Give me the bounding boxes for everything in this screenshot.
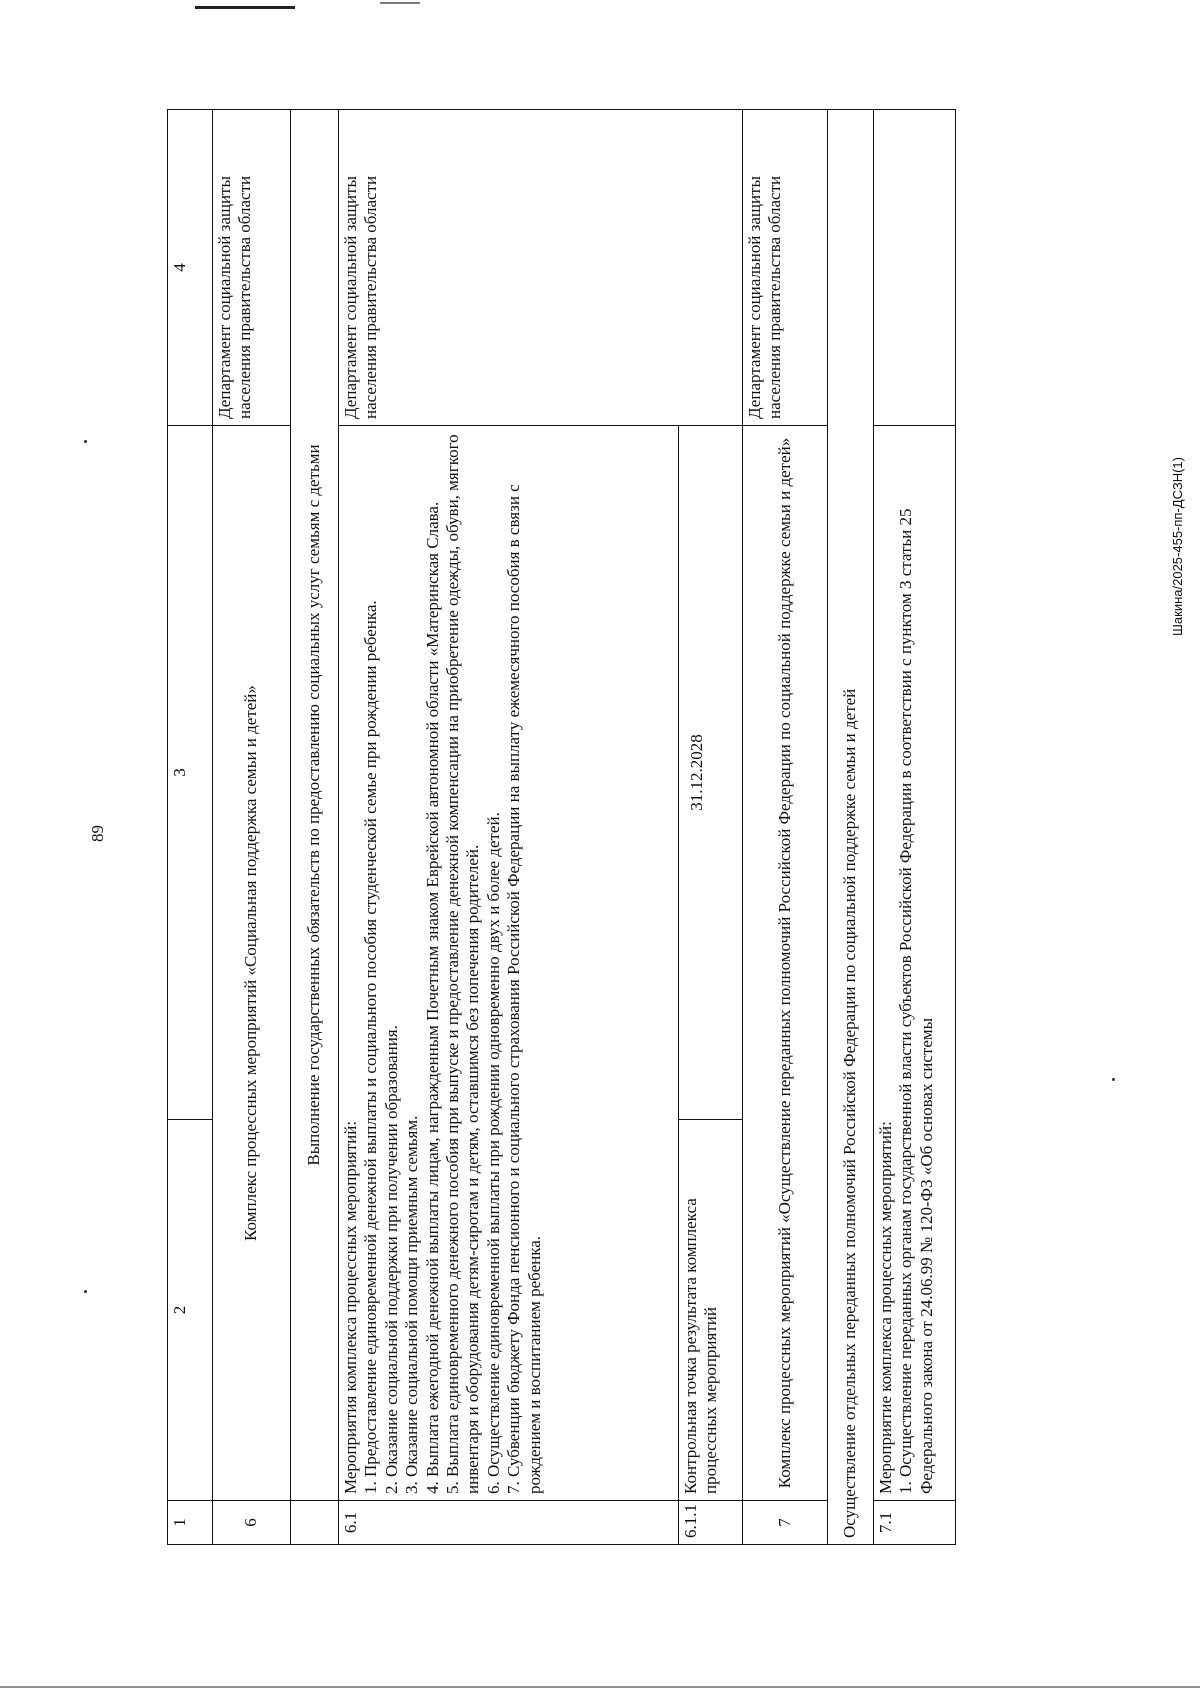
row-number: 6.1 — [339, 1501, 679, 1545]
header-cell: 4 — [168, 110, 213, 426]
header-cell: 3 — [168, 426, 213, 1120]
document-id: Шакина/2025-455-пп-ДСЗН(1) — [1170, 457, 1185, 636]
table-row — [339, 110, 679, 1545]
page-number: 89 — [88, 825, 107, 842]
list-item: 1. Предоставление единовременной денежной выплаты и социального пособия студенческой семье при рождении ребенка. — [361, 600, 381, 1494]
row-date: 31.12.2028 — [679, 426, 743, 1120]
empty-cell — [874, 110, 956, 426]
list-item: 6. Осуществление единовременной выплаты при рождении одновременно двух и более детей. — [483, 812, 503, 1494]
section-title: Выполнение государственных обязательств по предоставлению социальных услуг семьям с детьми — [291, 110, 339, 1501]
row-department: Департамент социальной защиты населения правительства области — [213, 110, 291, 426]
section-title: Осуществление отдельных переданных полномочий Российской Федерации по социальной поддержке семьи и детей — [828, 110, 874, 1545]
row-department: Департамент социальной защиты населения правительства области — [339, 110, 743, 426]
table-row — [213, 110, 291, 1545]
scan-dot — [1112, 1078, 1115, 1081]
row-number: 6 — [213, 1501, 291, 1545]
section-row — [828, 110, 874, 1545]
measures-table — [167, 109, 956, 1545]
section-row — [291, 110, 339, 1545]
scan-artifact-top-2 — [380, 2, 420, 4]
scan-dot — [84, 440, 87, 443]
list-item: 3. Оказание социальной помощи приемным семьям. — [402, 1115, 422, 1494]
row-text: Контрольная точка результата комплекса процессных мероприятий — [679, 1120, 743, 1501]
row-number: 7 — [743, 1501, 828, 1545]
row-department: Департамент социальной защиты населения правительства области — [743, 110, 828, 426]
row-text: Комплекс процессных мероприятий «Социальная поддержка семьи и детей» — [213, 426, 291, 1501]
list-item: 4. Выплата ежегодной денежной выплаты лицам, награжденным Почетным знаком Еврейской автономной области «Материнская Слава. — [422, 501, 442, 1494]
scan-artifact-top — [195, 6, 295, 9]
list-item: 5. Выплата единовременного денежного пособия при выпуске и предоставление денежной компенсации на приобретение одежды, обуви, мягкого инвентаря и оборудования детям-сиротам и детям, оставшимся без попечения родителей. — [442, 434, 483, 1494]
measures-list — [339, 426, 679, 1501]
measures-list — [874, 426, 956, 1501]
scan-dot — [84, 1290, 87, 1293]
table-header-row — [168, 110, 213, 1545]
rotated-table-wrapper — [167, 110, 1007, 1545]
header-cell: 2 — [168, 1120, 213, 1501]
empty-cell — [291, 1501, 339, 1545]
list-item: 1. Осуществление переданных органам государственной власти субъектов Российской Федерации в соответствии с пунктом 3 статьи 25 Федерального закона от 24.06.99 № 120-ФЗ «Об основах системы — [896, 508, 936, 1494]
measures-list-title: Мероприятие комплекса процессных мероприятий: — [876, 1121, 895, 1494]
table-row — [743, 110, 828, 1545]
header-cell: 1 — [168, 1501, 213, 1545]
row-number: 6.1.1 — [679, 1501, 743, 1545]
row-number: 7.1 — [874, 1501, 956, 1545]
list-item: 7. Субвенции бюджету Фонда пенсионного и социального страхования Российской Федерации на выплату ежемесячного пособия в связи с рождением и воспитанием ребенка. — [504, 484, 544, 1494]
measures-list-title: Мероприятия комплекса процессных мероприятий: — [341, 1120, 360, 1494]
scan-artifact-bottom — [0, 1686, 1200, 1688]
table-row — [874, 110, 956, 1545]
list-item: 2. Оказание социальной поддержки при получении образования. — [381, 1025, 401, 1494]
row-text: Комплекс процессных мероприятий «Осуществление переданных полномочий Российской Федерации по социальной поддержке семьи и детей» — [743, 426, 828, 1501]
